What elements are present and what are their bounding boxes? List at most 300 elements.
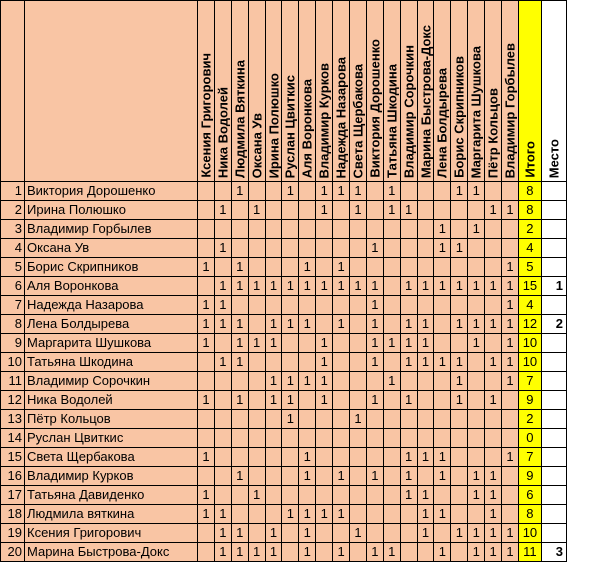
vote-cell[interactable]: 1 [417, 486, 434, 505]
vote-cell[interactable] [316, 239, 333, 258]
vote-cell[interactable] [248, 391, 265, 410]
vote-cell[interactable] [198, 467, 215, 486]
vote-cell[interactable]: 1 [299, 524, 316, 543]
vote-cell[interactable] [485, 296, 502, 315]
vote-cell[interactable]: 1 [333, 467, 350, 486]
place-cell[interactable] [541, 448, 566, 467]
vote-cell[interactable]: 1 [485, 353, 502, 372]
participant-name-cell[interactable]: Ксения Григорович [25, 524, 198, 543]
vote-cell[interactable] [400, 239, 417, 258]
row-number-cell[interactable]: 13 [1, 410, 25, 429]
vote-cell[interactable] [468, 505, 485, 524]
vote-cell[interactable] [417, 372, 434, 391]
total-cell[interactable]: 15 [518, 277, 541, 296]
total-cell[interactable]: 0 [518, 429, 541, 448]
vote-cell[interactable]: 1 [333, 277, 350, 296]
place-cell[interactable] [541, 258, 566, 277]
vote-cell[interactable] [265, 467, 282, 486]
row-number-cell[interactable]: 1 [1, 182, 25, 201]
vote-cell[interactable]: 1 [434, 353, 451, 372]
total-cell[interactable]: 12 [518, 315, 541, 334]
vote-cell[interactable] [383, 467, 400, 486]
vote-cell[interactable] [231, 486, 248, 505]
vote-cell[interactable] [468, 296, 485, 315]
vote-cell[interactable]: 1 [468, 486, 485, 505]
vote-cell[interactable]: 1 [383, 201, 400, 220]
vote-cell[interactable] [502, 239, 519, 258]
vote-cell[interactable] [502, 467, 519, 486]
vote-cell[interactable] [366, 182, 383, 201]
place-cell[interactable] [541, 429, 566, 448]
vote-cell[interactable] [400, 410, 417, 429]
vote-cell[interactable]: 1 [400, 391, 417, 410]
vote-cell[interactable] [417, 239, 434, 258]
vote-cell[interactable] [400, 220, 417, 239]
column-header[interactable] [231, 1, 248, 182]
total-cell[interactable]: 4 [518, 296, 541, 315]
vote-cell[interactable] [198, 277, 215, 296]
vote-cell[interactable] [350, 296, 367, 315]
vote-cell[interactable]: 1 [299, 543, 316, 562]
vote-cell[interactable]: 1 [231, 391, 248, 410]
vote-cell[interactable] [502, 182, 519, 201]
vote-cell[interactable] [299, 429, 316, 448]
vote-cell[interactable] [383, 277, 400, 296]
vote-cell[interactable]: 1 [333, 315, 350, 334]
vote-cell[interactable]: 1 [485, 467, 502, 486]
vote-cell[interactable] [350, 258, 367, 277]
vote-cell[interactable]: 1 [468, 334, 485, 353]
vote-cell[interactable] [299, 334, 316, 353]
column-header[interactable] [451, 1, 468, 182]
vote-cell[interactable]: 1 [198, 334, 215, 353]
vote-cell[interactable]: 1 [366, 239, 383, 258]
row-number-cell[interactable]: 18 [1, 505, 25, 524]
vote-cell[interactable]: 1 [468, 524, 485, 543]
vote-cell[interactable]: 1 [316, 182, 333, 201]
vote-cell[interactable]: 1 [451, 524, 468, 543]
vote-cell[interactable] [451, 258, 468, 277]
vote-cell[interactable] [248, 239, 265, 258]
row-number-cell[interactable]: 3 [1, 220, 25, 239]
vote-cell[interactable] [282, 543, 299, 562]
vote-cell[interactable] [485, 334, 502, 353]
total-cell[interactable]: 6 [518, 486, 541, 505]
vote-cell[interactable] [333, 201, 350, 220]
column-header[interactable] [468, 1, 485, 182]
vote-cell[interactable]: 1 [299, 448, 316, 467]
vote-cell[interactable] [383, 353, 400, 372]
vote-cell[interactable]: 1 [231, 334, 248, 353]
row-number-cell[interactable]: 6 [1, 277, 25, 296]
vote-cell[interactable]: 1 [468, 315, 485, 334]
participant-name-cell[interactable]: Света Щербакова [25, 448, 198, 467]
vote-cell[interactable] [485, 410, 502, 429]
vote-cell[interactable] [299, 182, 316, 201]
vote-cell[interactable]: 1 [350, 182, 367, 201]
total-cell[interactable]: 7 [518, 372, 541, 391]
vote-cell[interactable] [248, 315, 265, 334]
vote-cell[interactable] [383, 505, 400, 524]
participant-name-cell[interactable]: Лена Болдырева [25, 315, 198, 334]
vote-cell[interactable]: 1 [350, 277, 367, 296]
row-number-cell[interactable]: 8 [1, 315, 25, 334]
row-number-cell[interactable]: 5 [1, 258, 25, 277]
vote-cell[interactable]: 1 [231, 277, 248, 296]
vote-cell[interactable]: 1 [468, 467, 485, 486]
vote-cell[interactable] [198, 220, 215, 239]
vote-cell[interactable] [316, 467, 333, 486]
total-cell[interactable]: 8 [518, 182, 541, 201]
vote-cell[interactable] [248, 524, 265, 543]
place-cell[interactable] [541, 505, 566, 524]
place-column-header[interactable] [541, 1, 566, 182]
vote-cell[interactable] [383, 524, 400, 543]
vote-cell[interactable] [451, 220, 468, 239]
vote-cell[interactable]: 1 [400, 448, 417, 467]
vote-cell[interactable] [282, 467, 299, 486]
vote-cell[interactable]: 1 [366, 467, 383, 486]
vote-cell[interactable]: 1 [502, 334, 519, 353]
vote-cell[interactable] [198, 182, 215, 201]
vote-cell[interactable] [451, 410, 468, 429]
place-cell[interactable] [541, 353, 566, 372]
vote-cell[interactable] [282, 334, 299, 353]
vote-cell[interactable]: 1 [502, 353, 519, 372]
vote-cell[interactable]: 1 [265, 334, 282, 353]
vote-cell[interactable] [366, 429, 383, 448]
vote-cell[interactable]: 1 [434, 467, 451, 486]
place-cell[interactable] [541, 296, 566, 315]
vote-cell[interactable] [417, 467, 434, 486]
vote-cell[interactable] [333, 391, 350, 410]
vote-cell[interactable] [299, 391, 316, 410]
vote-cell[interactable] [434, 258, 451, 277]
vote-cell[interactable] [316, 220, 333, 239]
vote-cell[interactable] [231, 239, 248, 258]
vote-cell[interactable] [248, 448, 265, 467]
vote-cell[interactable] [434, 201, 451, 220]
vote-cell[interactable]: 1 [198, 391, 215, 410]
vote-cell[interactable]: 1 [400, 201, 417, 220]
vote-cell[interactable] [248, 410, 265, 429]
vote-cell[interactable] [299, 239, 316, 258]
total-cell[interactable]: 7 [518, 448, 541, 467]
vote-cell[interactable] [282, 239, 299, 258]
row-number-cell[interactable]: 16 [1, 467, 25, 486]
vote-cell[interactable] [451, 448, 468, 467]
vote-cell[interactable] [316, 524, 333, 543]
vote-cell[interactable] [502, 486, 519, 505]
column-header[interactable] [400, 1, 417, 182]
row-number-cell[interactable]: 19 [1, 524, 25, 543]
vote-cell[interactable]: 1 [451, 372, 468, 391]
vote-cell[interactable]: 1 [400, 467, 417, 486]
vote-cell[interactable]: 1 [248, 201, 265, 220]
row-number-cell[interactable]: 9 [1, 334, 25, 353]
vote-cell[interactable] [485, 429, 502, 448]
vote-cell[interactable] [333, 220, 350, 239]
vote-cell[interactable]: 1 [485, 391, 502, 410]
vote-cell[interactable] [333, 239, 350, 258]
vote-cell[interactable]: 1 [198, 296, 215, 315]
vote-cell[interactable] [316, 315, 333, 334]
vote-cell[interactable] [502, 391, 519, 410]
total-cell[interactable]: 10 [518, 353, 541, 372]
vote-cell[interactable] [350, 486, 367, 505]
vote-cell[interactable] [451, 486, 468, 505]
vote-cell[interactable] [383, 239, 400, 258]
vote-cell[interactable] [350, 543, 367, 562]
column-header[interactable] [299, 1, 316, 182]
column-header[interactable] [485, 1, 502, 182]
vote-cell[interactable]: 1 [502, 315, 519, 334]
vote-cell[interactable]: 1 [299, 467, 316, 486]
vote-cell[interactable] [231, 410, 248, 429]
vote-cell[interactable]: 1 [417, 353, 434, 372]
vote-cell[interactable] [231, 429, 248, 448]
vote-cell[interactable] [333, 448, 350, 467]
vote-cell[interactable] [366, 486, 383, 505]
vote-cell[interactable] [350, 239, 367, 258]
vote-cell[interactable]: 1 [417, 505, 434, 524]
vote-cell[interactable] [350, 220, 367, 239]
vote-cell[interactable] [198, 410, 215, 429]
vote-cell[interactable]: 1 [198, 486, 215, 505]
vote-cell[interactable] [265, 220, 282, 239]
vote-cell[interactable] [366, 410, 383, 429]
vote-cell[interactable] [400, 258, 417, 277]
vote-cell[interactable] [417, 201, 434, 220]
vote-cell[interactable] [502, 429, 519, 448]
vote-cell[interactable] [366, 505, 383, 524]
vote-cell[interactable]: 1 [434, 448, 451, 467]
vote-cell[interactable]: 1 [468, 277, 485, 296]
place-cell[interactable] [541, 372, 566, 391]
vote-cell[interactable] [316, 429, 333, 448]
vote-cell[interactable]: 1 [451, 353, 468, 372]
place-cell[interactable]: 2 [541, 315, 566, 334]
vote-cell[interactable] [316, 258, 333, 277]
vote-cell[interactable]: 1 [214, 239, 231, 258]
column-header[interactable] [248, 1, 265, 182]
vote-cell[interactable] [265, 410, 282, 429]
vote-cell[interactable] [383, 410, 400, 429]
vote-cell[interactable] [485, 182, 502, 201]
vote-cell[interactable] [485, 258, 502, 277]
vote-cell[interactable] [383, 315, 400, 334]
vote-cell[interactable]: 1 [231, 467, 248, 486]
vote-cell[interactable] [383, 429, 400, 448]
vote-cell[interactable] [400, 505, 417, 524]
vote-cell[interactable]: 1 [400, 486, 417, 505]
vote-cell[interactable]: 1 [282, 315, 299, 334]
vote-cell[interactable] [231, 448, 248, 467]
row-number-cell[interactable]: 12 [1, 391, 25, 410]
vote-cell[interactable] [485, 239, 502, 258]
vote-cell[interactable] [316, 296, 333, 315]
row-number-cell[interactable]: 10 [1, 353, 25, 372]
vote-cell[interactable] [214, 429, 231, 448]
vote-cell[interactable]: 1 [265, 372, 282, 391]
vote-cell[interactable] [265, 353, 282, 372]
total-cell[interactable]: 9 [518, 391, 541, 410]
vote-cell[interactable]: 1 [282, 505, 299, 524]
vote-cell[interactable] [299, 353, 316, 372]
vote-cell[interactable]: 1 [502, 448, 519, 467]
place-cell[interactable] [541, 182, 566, 201]
vote-cell[interactable]: 1 [316, 505, 333, 524]
vote-cell[interactable] [282, 448, 299, 467]
vote-cell[interactable] [248, 353, 265, 372]
vote-cell[interactable] [299, 201, 316, 220]
vote-cell[interactable] [468, 239, 485, 258]
column-header[interactable] [265, 1, 282, 182]
column-header[interactable] [434, 1, 451, 182]
place-cell[interactable] [541, 391, 566, 410]
vote-cell[interactable]: 1 [383, 543, 400, 562]
vote-cell[interactable]: 1 [282, 277, 299, 296]
vote-cell[interactable]: 1 [417, 448, 434, 467]
vote-cell[interactable]: 1 [485, 505, 502, 524]
vote-cell[interactable]: 1 [400, 353, 417, 372]
vote-cell[interactable]: 1 [485, 201, 502, 220]
column-header[interactable] [366, 1, 383, 182]
vote-cell[interactable]: 1 [468, 543, 485, 562]
vote-cell[interactable]: 1 [214, 201, 231, 220]
vote-cell[interactable]: 1 [350, 524, 367, 543]
vote-cell[interactable] [282, 429, 299, 448]
vote-cell[interactable]: 1 [214, 505, 231, 524]
vote-cell[interactable]: 1 [400, 277, 417, 296]
vote-cell[interactable] [434, 486, 451, 505]
vote-cell[interactable] [434, 410, 451, 429]
vote-cell[interactable]: 1 [231, 258, 248, 277]
vote-cell[interactable] [231, 201, 248, 220]
vote-cell[interactable] [485, 372, 502, 391]
vote-cell[interactable] [282, 524, 299, 543]
participant-name-cell[interactable]: Владимир Сорочкин [25, 372, 198, 391]
vote-cell[interactable] [248, 372, 265, 391]
vote-cell[interactable] [198, 429, 215, 448]
vote-cell[interactable] [299, 410, 316, 429]
participant-name-cell[interactable]: Марина Быстрова-Докс [25, 543, 198, 562]
column-header[interactable] [383, 1, 400, 182]
vote-cell[interactable] [333, 486, 350, 505]
vote-cell[interactable]: 1 [316, 372, 333, 391]
vote-cell[interactable] [198, 524, 215, 543]
vote-cell[interactable]: 1 [383, 182, 400, 201]
vote-cell[interactable]: 1 [214, 543, 231, 562]
vote-cell[interactable]: 1 [417, 524, 434, 543]
vote-cell[interactable] [333, 524, 350, 543]
participant-name-cell[interactable]: Ника Водолей [25, 391, 198, 410]
vote-cell[interactable]: 1 [350, 201, 367, 220]
vote-cell[interactable] [316, 448, 333, 467]
vote-cell[interactable] [248, 220, 265, 239]
vote-cell[interactable] [468, 410, 485, 429]
column-header[interactable] [214, 1, 231, 182]
vote-cell[interactable] [434, 296, 451, 315]
total-cell[interactable]: 10 [518, 334, 541, 353]
vote-cell[interactable] [214, 372, 231, 391]
vote-cell[interactable]: 1 [214, 296, 231, 315]
vote-cell[interactable] [248, 258, 265, 277]
vote-cell[interactable] [265, 486, 282, 505]
vote-cell[interactable]: 1 [434, 543, 451, 562]
vote-cell[interactable] [366, 524, 383, 543]
vote-cell[interactable]: 1 [231, 182, 248, 201]
place-cell[interactable] [541, 334, 566, 353]
vote-cell[interactable] [198, 239, 215, 258]
vote-cell[interactable] [400, 543, 417, 562]
vote-cell[interactable] [451, 334, 468, 353]
vote-cell[interactable]: 1 [316, 334, 333, 353]
column-header[interactable] [282, 1, 299, 182]
vote-cell[interactable] [248, 182, 265, 201]
vote-cell[interactable] [383, 296, 400, 315]
vote-cell[interactable]: 1 [231, 543, 248, 562]
total-cell[interactable]: 9 [518, 467, 541, 486]
vote-cell[interactable] [417, 258, 434, 277]
vote-cell[interactable]: 1 [265, 391, 282, 410]
vote-cell[interactable] [282, 220, 299, 239]
vote-cell[interactable]: 1 [350, 410, 367, 429]
vote-cell[interactable] [350, 448, 367, 467]
vote-cell[interactable] [214, 258, 231, 277]
vote-cell[interactable]: 1 [468, 220, 485, 239]
vote-cell[interactable] [214, 448, 231, 467]
vote-cell[interactable] [468, 372, 485, 391]
vote-cell[interactable] [265, 505, 282, 524]
total-cell[interactable]: 8 [518, 201, 541, 220]
participant-name-cell[interactable]: Татьяна Давиденко [25, 486, 198, 505]
vote-cell[interactable]: 1 [451, 315, 468, 334]
column-header[interactable] [333, 1, 350, 182]
vote-cell[interactable]: 1 [383, 372, 400, 391]
vote-cell[interactable]: 1 [299, 505, 316, 524]
vote-cell[interactable] [198, 372, 215, 391]
place-cell[interactable] [541, 467, 566, 486]
vote-cell[interactable]: 1 [198, 258, 215, 277]
row-number-cell[interactable]: 2 [1, 201, 25, 220]
vote-cell[interactable] [366, 258, 383, 277]
vote-cell[interactable]: 1 [248, 543, 265, 562]
vote-cell[interactable] [417, 543, 434, 562]
vote-cell[interactable] [417, 429, 434, 448]
vote-cell[interactable] [248, 467, 265, 486]
vote-cell[interactable] [468, 201, 485, 220]
vote-cell[interactable] [350, 429, 367, 448]
vote-cell[interactable] [265, 201, 282, 220]
vote-cell[interactable]: 1 [198, 505, 215, 524]
vote-cell[interactable] [366, 220, 383, 239]
vote-cell[interactable]: 1 [502, 543, 519, 562]
vote-cell[interactable] [451, 467, 468, 486]
vote-cell[interactable] [468, 429, 485, 448]
vote-cell[interactable]: 1 [248, 277, 265, 296]
vote-cell[interactable]: 1 [502, 277, 519, 296]
vote-cell[interactable]: 1 [333, 543, 350, 562]
vote-cell[interactable] [400, 429, 417, 448]
vote-cell[interactable] [350, 372, 367, 391]
vote-cell[interactable]: 1 [333, 505, 350, 524]
participant-name-cell[interactable]: Владимир Курков [25, 467, 198, 486]
vote-cell[interactable]: 1 [282, 410, 299, 429]
vote-cell[interactable] [333, 410, 350, 429]
vote-cell[interactable]: 1 [502, 258, 519, 277]
vote-cell[interactable]: 1 [400, 334, 417, 353]
